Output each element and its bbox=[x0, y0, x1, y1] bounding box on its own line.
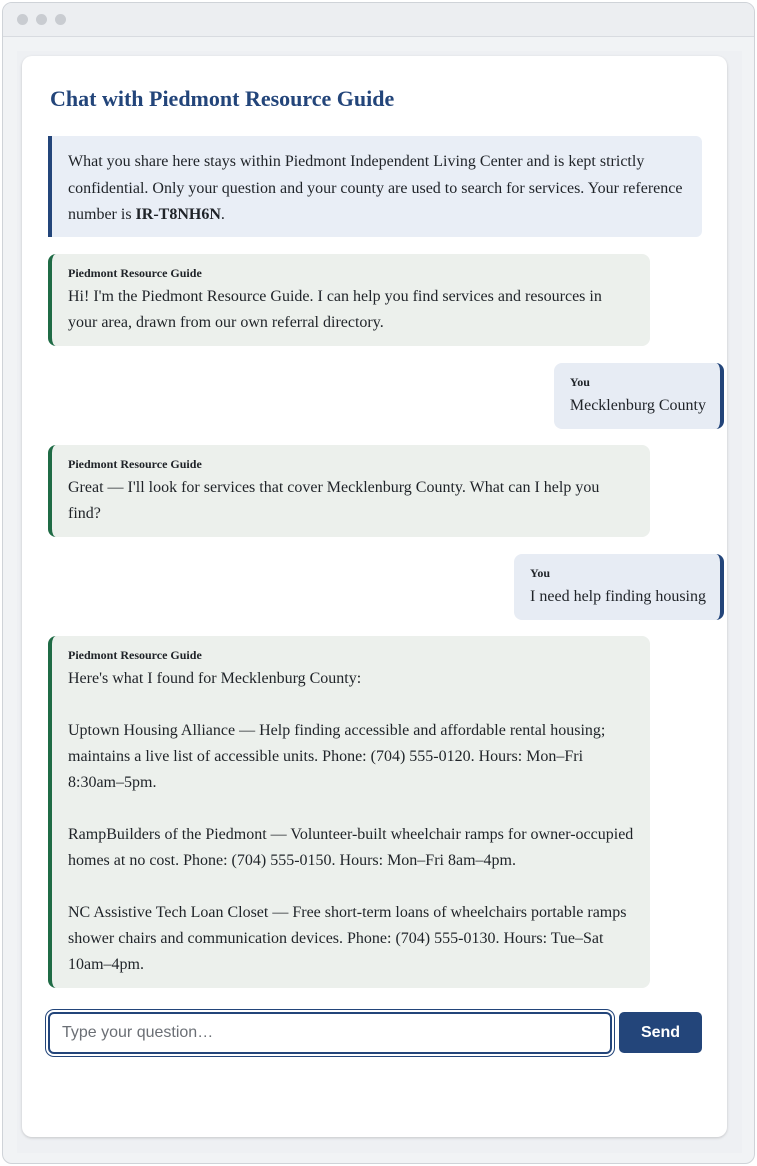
message-sender: Piedmont Resource Guide bbox=[68, 648, 202, 662]
chat-input-row bbox=[48, 1012, 702, 1054]
bot-message bbox=[48, 445, 650, 537]
maximize-window-icon[interactable] bbox=[55, 14, 66, 25]
message-text: Mecklenburg County bbox=[569, 397, 706, 414]
privacy-notice bbox=[48, 136, 702, 237]
question-input[interactable] bbox=[48, 1012, 612, 1054]
send-button[interactable]: Send bbox=[619, 1012, 702, 1053]
privacy-notice-text: What you share here stays within Piedmont Independent Living Center and is kept strictly confidential. Only your question and your county are used to search for services. Your reference number is bbox=[68, 153, 683, 223]
bot-message bbox=[48, 254, 650, 346]
message-text: Great — I'll look for services that cover Mecklenburg County. What can I help you find? bbox=[68, 479, 600, 522]
chat-title: Chat with Piedmont Resource Guide bbox=[50, 86, 395, 111]
message-text: Here's what I found for Mecklenburg County: Uptown Housing Alliance — Help finding accessible and affordable rental housing; maintains a live list of accessible units. Phone: (704) 555-0120. Hours: Mon–Fri 8:30am–5pm. RampBuilders of the Piedmont — Volunteer-built wheelchair ramps for owner-occupied homes at no cost. Phone: (704) 555-0150. Hours: Mon–Fri 8am–4pm. NC Assistive Tech Loan Closet — Free short-term loans of wheelchairs portable ramps shower chairs and communication devices. Phone: (704) 555-0130. Hours: Tue–Sat 10am–4pm. bbox=[68, 670, 634, 973]
window-titlebar bbox=[3, 3, 754, 37]
user-message bbox=[554, 363, 724, 429]
message-sender: You bbox=[530, 566, 551, 580]
minimize-window-icon[interactable] bbox=[36, 14, 47, 25]
message-text: I need help finding housing bbox=[530, 588, 706, 605]
privacy-notice-end: . bbox=[220, 206, 225, 223]
chat-card bbox=[22, 56, 727, 1137]
user-message bbox=[514, 554, 724, 620]
bot-message bbox=[48, 636, 650, 988]
message-text: Hi! I'm the Piedmont Resource Guide. I can help you find services and resources in your area, drawn from our own referral directory. bbox=[68, 288, 602, 331]
reference-number: IR-T8NH6N bbox=[135, 206, 221, 223]
message-sender: Piedmont Resource Guide bbox=[68, 266, 202, 280]
message-sender: You bbox=[569, 375, 590, 389]
message-sender: Piedmont Resource Guide bbox=[68, 457, 202, 471]
close-window-icon[interactable] bbox=[17, 14, 28, 25]
